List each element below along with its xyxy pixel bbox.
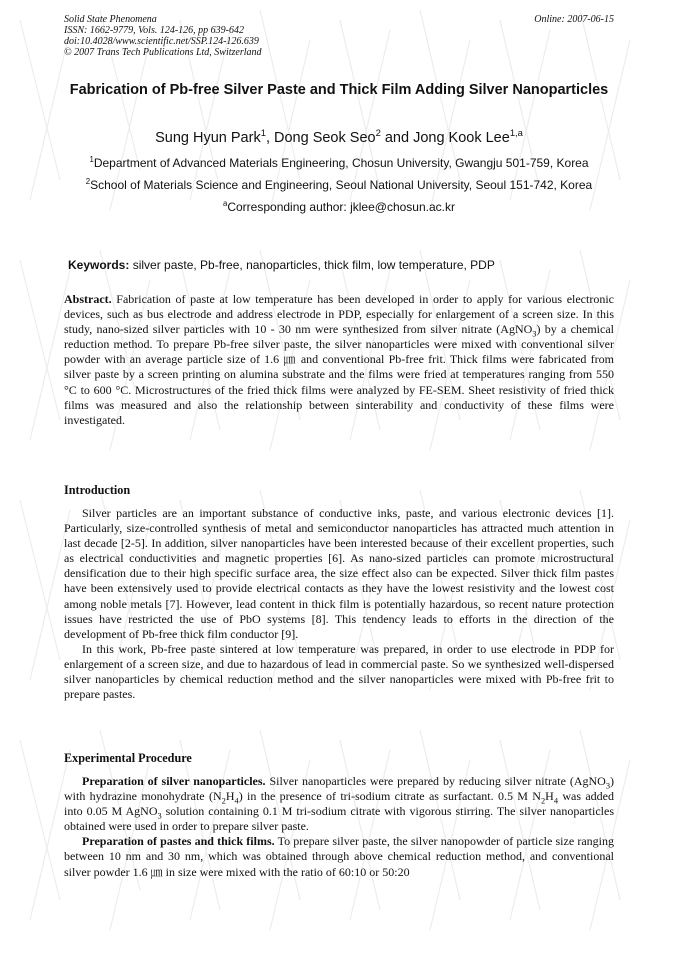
text-run: To prepare silver paste, the silver nanopowder of particle size ranging between 10 nm and 30 nm, which was obtained through above chemical reduction method, and conventional silver powder 1.6 ㎛ in size were mixed with the ratio of 60:10 or 50:20 [64,834,614,879]
corresponding-email: Corresponding author: jklee@chosun.ac.kr [227,200,455,214]
text-run: H [545,789,554,804]
abstract-label: Abstract. [64,292,112,306]
introduction-heading: Introduction [64,483,131,497]
subscript: 3 [157,811,162,821]
author-sup: 2 [375,127,381,139]
paragraph [64,834,614,879]
page-header [64,14,614,58]
abstract-text: ) by a chemical reduction method. To prepare Pb-free silver paste, the silver nanoparticles were mixed with conventional silver powder with an average particle size of 1.6 ㎛ and conventional Pb-free frit. Thick films were fabricated from silver paste by a screen printing on alumina substrate and the films were fried at temperatures ranging from 550 °C to 600 °C. Microstructures of the fried thick films were analyzed by FE-SEM. Sheet resistivity of fried thick films was measured and also the relationship between sinterability and conductivity of these films were investigated. [64,322,614,427]
author-name: Dong Seok Seo [274,130,376,146]
affiliation-2 [40,178,638,192]
experimental-heading: Experimental Procedure [64,751,192,765]
subsection-label: Preparation of pastes and thick films. [82,834,275,849]
subscript: 3 [532,329,537,339]
text-run: H [225,789,235,804]
affiliation-sup: 1 [89,155,94,164]
affiliation-sup: 2 [85,177,91,186]
paragraph: In this work, Pb-free paste sintered at low temperature was prepared, in order to use electrode in PDP for enlargement of a screen size, and due to hazardous of lead in commercial paste. So we synthesized well-dispersed silver nanoparticles by chemical reduction method and the silver nanoparticles were mixed with Pb-free frit to prepare pastes. [64,641,614,702]
text-run: solution containing 0.1 M tri-sodium citrate with vigorous stirring. The silver nanoparticles obtained were used in order to prepare silver paste. [64,804,614,834]
journal-name: Solid State Phenomena [64,14,157,25]
subscript: 3 [605,781,610,791]
experimental-body [64,774,614,880]
subsection-label: Preparation of silver nanoparticles. [82,774,266,788]
subscript: 2 [540,796,546,806]
paragraph [64,774,614,834]
paper-title: Fabrication of Pb-free Silver Paste and Thick Film Adding Silver Nanoparticles [69,82,609,98]
corresponding-author [40,200,638,214]
author-name: Sung Hyun Park [155,130,261,146]
text-run: was added into 0.05 M AgNO [64,789,615,819]
doi: doi:10.4028/www.scientific.net/SSP.124-126.639 [64,36,259,47]
online-date: Online: 2007-06-15 [534,14,614,25]
author-list [40,127,638,146]
affiliation-text: Department of Advanced Materials Engineering, Chosun University, Gwangju 501-759, Korea [93,156,589,170]
copyright: © 2007 Trans Tech Publications Ltd, Switzerland [64,47,262,58]
subscript: 4 [234,796,239,806]
journal-info [64,14,262,58]
paragraph: Silver particles are an important substance of conductive inks, paste, and various electronic devices [1]. Particularly, size-controlled synthesis of metal and semiconductor nanoparticles has attracted much attention in last decade [2-5]. In addition, silver nanoparticles have been interested because of their excellent properties, such as electrical conductivities and magnetic properties [6]. As nano-sized particles can promote microstructural densification due to their high specific surface area, the size effect also can be expected. Silver thick film pastes have been extensively used to provide electrical contacts as they have the lowest resistivity and the lowest cost among noble metals [7]. However, lead content in thick film is potentially hazardous, so recent nature protection issues have restricted the use of PbO systems [8]. This tendency leads to efforts in the direction of the development of Pb-free thick film conductor [9]. [64,506,614,641]
text-run: ) with hydrazine monohydrate (N [64,774,614,804]
issn: ISSN: 1662-9779, Vols. 124-126, pp 639-642 [64,25,244,36]
author-sep: and [380,130,414,146]
author-sep: , [265,130,274,146]
author-sup: 1 [260,127,266,139]
keywords-text: silver paste, Pb-free, nanoparticles, thick film, low temperature, PDP [129,258,495,272]
keywords [68,258,614,272]
abstract [64,292,614,428]
author-sup: 1,a [509,127,523,139]
affiliation-sup: a [223,199,228,208]
author-name: Jong Kook Lee [413,130,510,146]
subscript: 4 [553,796,559,806]
affiliation-text: School of Materials Science and Engineering, Seoul National University, Seoul 151-742, Korea [90,178,593,192]
abstract-text: Fabrication of paste at low temperature has been developed in order to apply for various electronic devices, such as bus electrode and address electrode in PDP, especially for enlargement of a screen size. In this study, nano-sized silver particles with 10 - 30 nm were synthesized from silver nitrate (AgNO [64,292,614,337]
text-run: ) in the presence of tri-sodium citrate as surfactant. 0.5 M N [238,789,541,804]
keywords-label: Keywords: [68,258,130,272]
subscript: 2 [221,796,226,806]
affiliation-1 [40,156,638,170]
text-run: Silver nanoparticles were prepared by reducing silver nitrate (AgNO [265,774,606,788]
introduction-body [64,506,614,702]
